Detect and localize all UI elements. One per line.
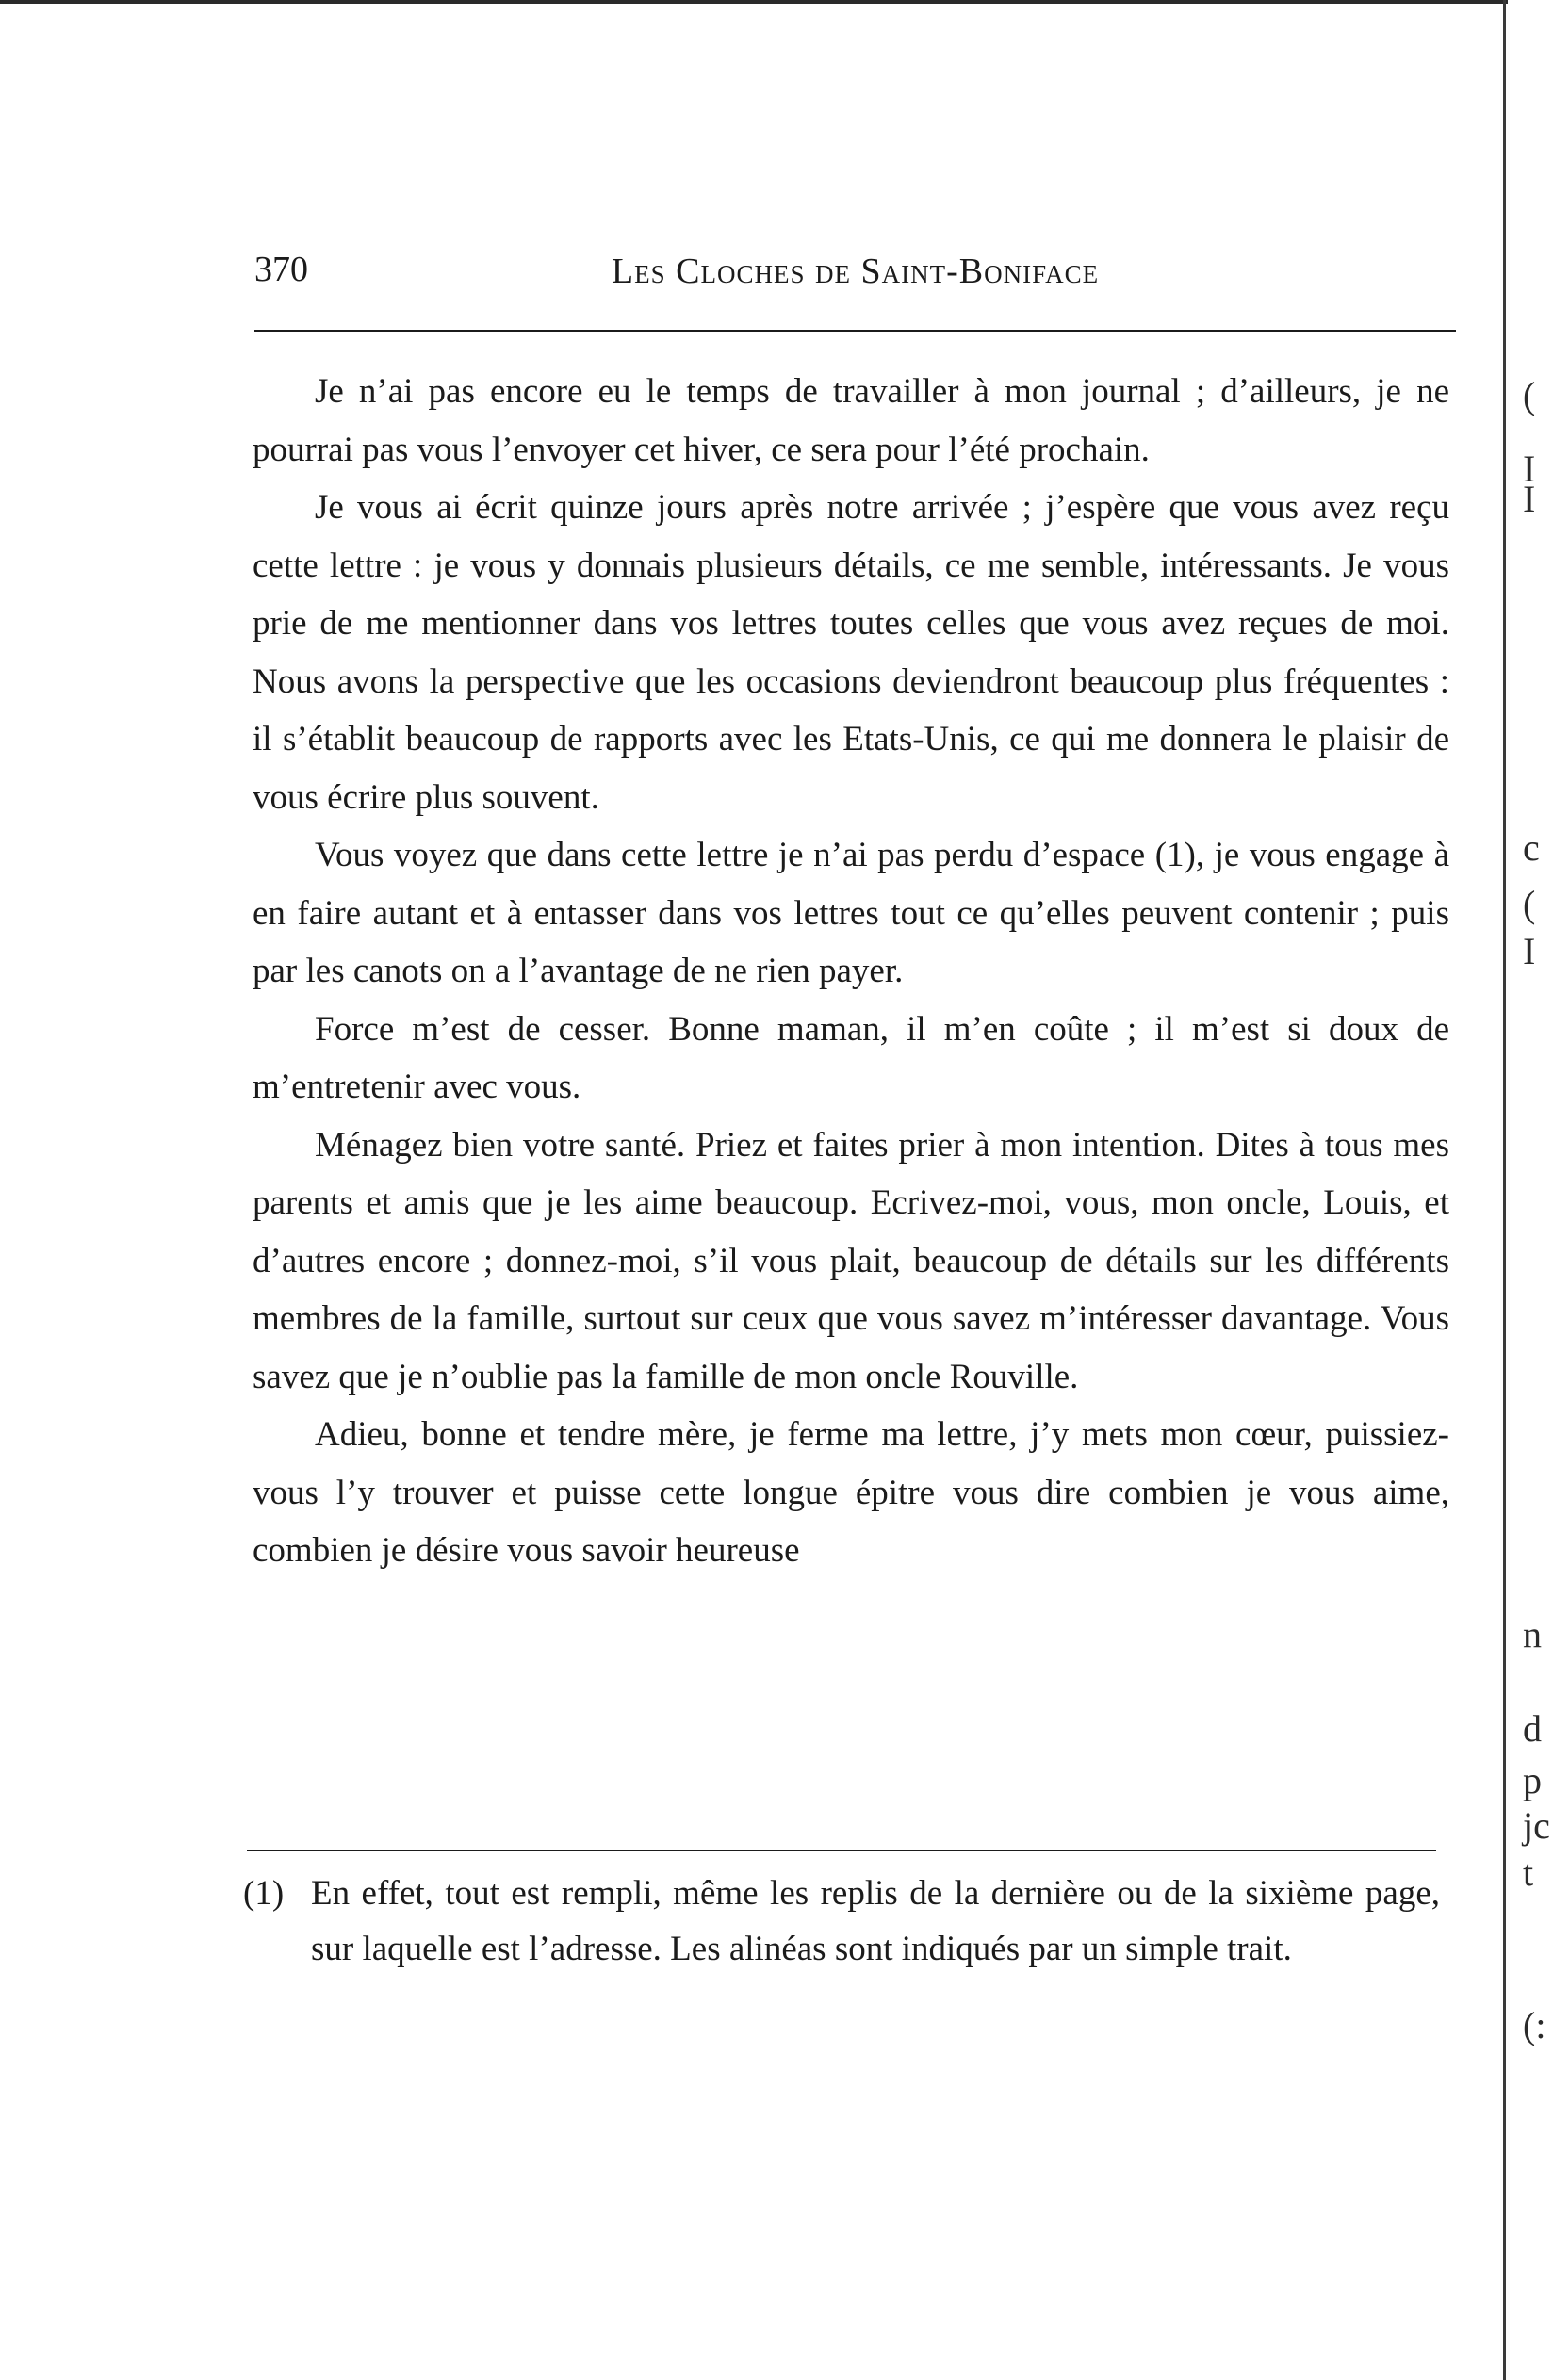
paragraph: Je n’ai pas encore eu le temps de travailler à mon journal ; d’ailleurs, je ne pourrai pas vous l’envoyer cet hiver, ce sera pour l’été prochain.	[253, 372, 1449, 469]
adjacent-fragment: d	[1523, 1707, 1542, 1750]
adjacent-page-fragment	[1513, 0, 1553, 2380]
page-header	[254, 249, 1456, 305]
footnote-rule	[247, 1850, 1436, 1851]
adjacent-fragment: t	[1523, 1851, 1534, 1894]
adjacent-fragment: (:	[1523, 2004, 1546, 2046]
footnote-text: En effet, tout est rempli, même les replis de la dernière ou de la sixième page, sur laquelle est l’adresse. Les alinéas sont indiqués par un simple trait.	[311, 1874, 1440, 1968]
header-rule	[254, 330, 1456, 332]
paragraph: Ménagez bien votre santé. Priez et faites prier à mon intention. Dites à tous mes parents et amis que je les aime beaucoup. Ecrivez-moi, vous, mon oncle, Louis, et d’autres encore ; donnez-moi, s’il vous plait, beaucoup de détails sur les différents membres de la famille, surtout sur ceux que vous savez m’intéresser davantage. Vous savez que je n’oublie pas la famille de mon oncle Rouville.	[253, 1125, 1449, 1396]
footnote-marker: (1)	[243, 1874, 285, 1913]
adjacent-fragment: (	[1523, 883, 1536, 925]
adjacent-fragment: (	[1523, 374, 1536, 416]
paragraph: Adieu, bonne et tendre mère, je ferme ma lettre, j’y mets mon cœur, puissiez-vous l’y trouver et puisse cette longue épitre vous dire combien je vous aime, combien je désire vous savoir heureuse	[253, 1415, 1449, 1570]
page-gutter-edge	[1503, 0, 1506, 2380]
adjacent-fragment: jc	[1523, 1804, 1550, 1847]
adjacent-fragment: p	[1523, 1759, 1542, 1801]
adjacent-fragment: I	[1523, 478, 1536, 520]
running-title: Les Cloches de Saint-Boniface	[611, 252, 1100, 291]
adjacent-fragment: n	[1523, 1613, 1542, 1655]
footnote	[243, 1866, 1440, 1977]
paragraph: Force m’est de cesser. Bonne maman, il m’en coûte ; il m’est si doux de m’entretenir avec vous.	[253, 1009, 1449, 1106]
paragraph: Je vous ai écrit quinze jours après notre arrivée ; j’espère que vous avez reçu cette lettre : je vous y donnais plusieurs détails, ce me semble, intéressants. Je vous prie de me mentionner dans vos lettres toutes celles que vous avez reçues de moi. Nous avons la perspective que les occasions deviendront beaucoup plus fréquentes : il s’établit beaucoup de rapports avec les Etats-Unis, ce qui me donnera le plaisir de vous écrire plus souvent.	[253, 488, 1449, 817]
adjacent-fragment: I	[1523, 448, 1536, 490]
body-text	[253, 363, 1449, 1580]
page-top-edge	[0, 0, 1508, 4]
adjacent-fragment: c	[1523, 826, 1540, 869]
page-number: 370	[254, 250, 308, 289]
adjacent-fragment: I	[1523, 930, 1536, 972]
paragraph: Vous voyez que dans cette lettre je n’ai pas perdu d’espace (1), je vous engage à en faire autant et à entasser dans vos lettres tout ce qu’elles peuvent contenir ; puis par les canots on a l’avantage de ne rien payer.	[253, 836, 1449, 990]
